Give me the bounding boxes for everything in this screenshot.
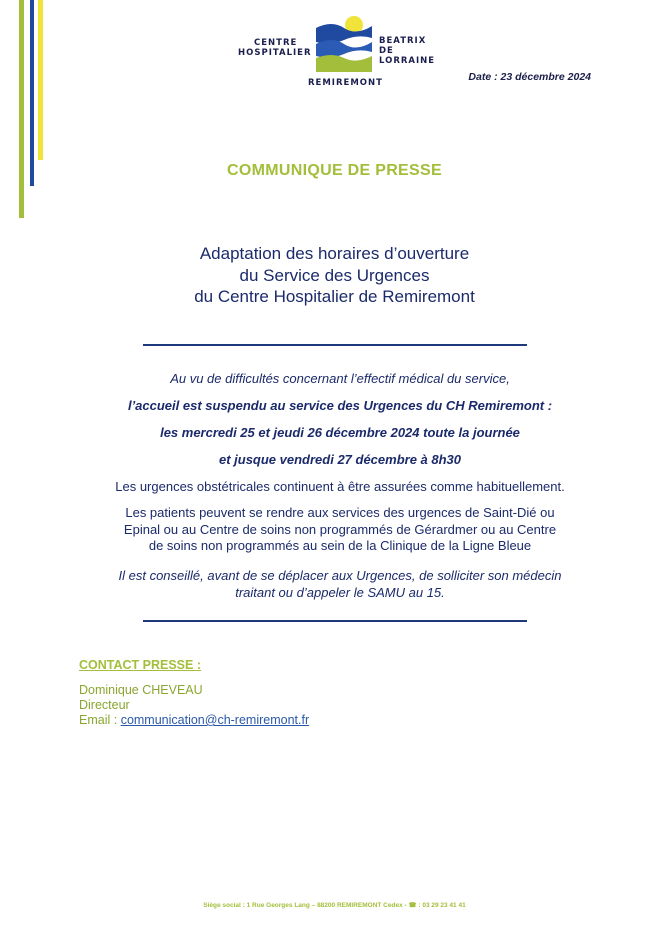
announcement-line-2: les mercredi 25 et jeudi 26 décembre 2024 toute la journée — [160, 425, 520, 440]
intro-text: Au vu de difficultés concernant l’effectif médical du service, — [170, 371, 510, 386]
announcement-line-3: et jusque vendredi 27 décembre à 8h30 — [218, 452, 462, 467]
logo-text-beatrix: BEATRIX — [379, 36, 427, 46]
advice-paragraph — [60, 568, 620, 601]
subject-line: du Service des Urgences — [239, 265, 430, 285]
subject-line: du Centre Hospitalier de Remiremont — [194, 287, 475, 306]
contact-email-link[interactable]: communication@ch-remiremont.fr — [120, 713, 310, 727]
divider-bottom — [143, 620, 527, 622]
advice-line: Il est conseillé, avant de se déplacer aux Urgences, de solliciter son médecin — [118, 568, 562, 583]
advice-line: traitant ou d’appeler le SAMU au 15. — [235, 584, 445, 600]
logo-text-de-lorraine: DE LORRAINE — [379, 46, 436, 66]
contact-name: Dominique CHEVEAU — [79, 683, 203, 697]
decor-bar-blue — [30, 0, 34, 186]
press-subject — [0, 243, 669, 308]
decor-bar-green — [19, 0, 24, 218]
announcement-line-1: l’accueil est suspendu au service des Urgences du CH Remiremont : — [127, 398, 553, 413]
hospital-logo — [238, 14, 450, 90]
contact-email-label: Email : — [79, 713, 121, 727]
logo-text-centre: CENTRE — [254, 38, 298, 48]
subject-line: Adaptation des horaires d’ouverture — [199, 244, 470, 263]
document-date: Date : 23 décembre 2024 — [468, 71, 591, 83]
logo-text-hospitalier: HOSPITALIER — [238, 48, 312, 58]
logo-emblem — [314, 14, 374, 76]
alternatives-line: Epinal ou au Centre de soins non programmés de Gérardmer ou au Centre — [123, 521, 557, 537]
alternatives-line: Les patients peuvent se rendre aux services des urgences de Saint-Dié ou — [125, 505, 555, 520]
contact-heading: CONTACT PRESSE : — [79, 658, 201, 672]
divider-top — [143, 344, 527, 346]
decor-bar-yellow — [38, 0, 43, 160]
logo-text-remiremont: REMIREMONT — [308, 78, 383, 88]
document-title: COMMUNIQUE DE PRESSE — [227, 162, 442, 179]
footer-address: Siège social : 1 Rue Georges Lang – 88200 REMIREMONT Cedex - ☎ : 03 29 23 41 41 — [203, 902, 466, 909]
contact-email-row — [79, 713, 309, 728]
contact-role: Directeur — [79, 698, 130, 712]
alternatives-paragraph — [60, 505, 620, 555]
obstetric-paragraph: Les urgences obstétricales continuent à être assurées comme habituellement. — [115, 479, 565, 494]
alternatives-line: de soins non programmés au sein de la Clinique de la Ligne Bleue — [148, 538, 532, 553]
